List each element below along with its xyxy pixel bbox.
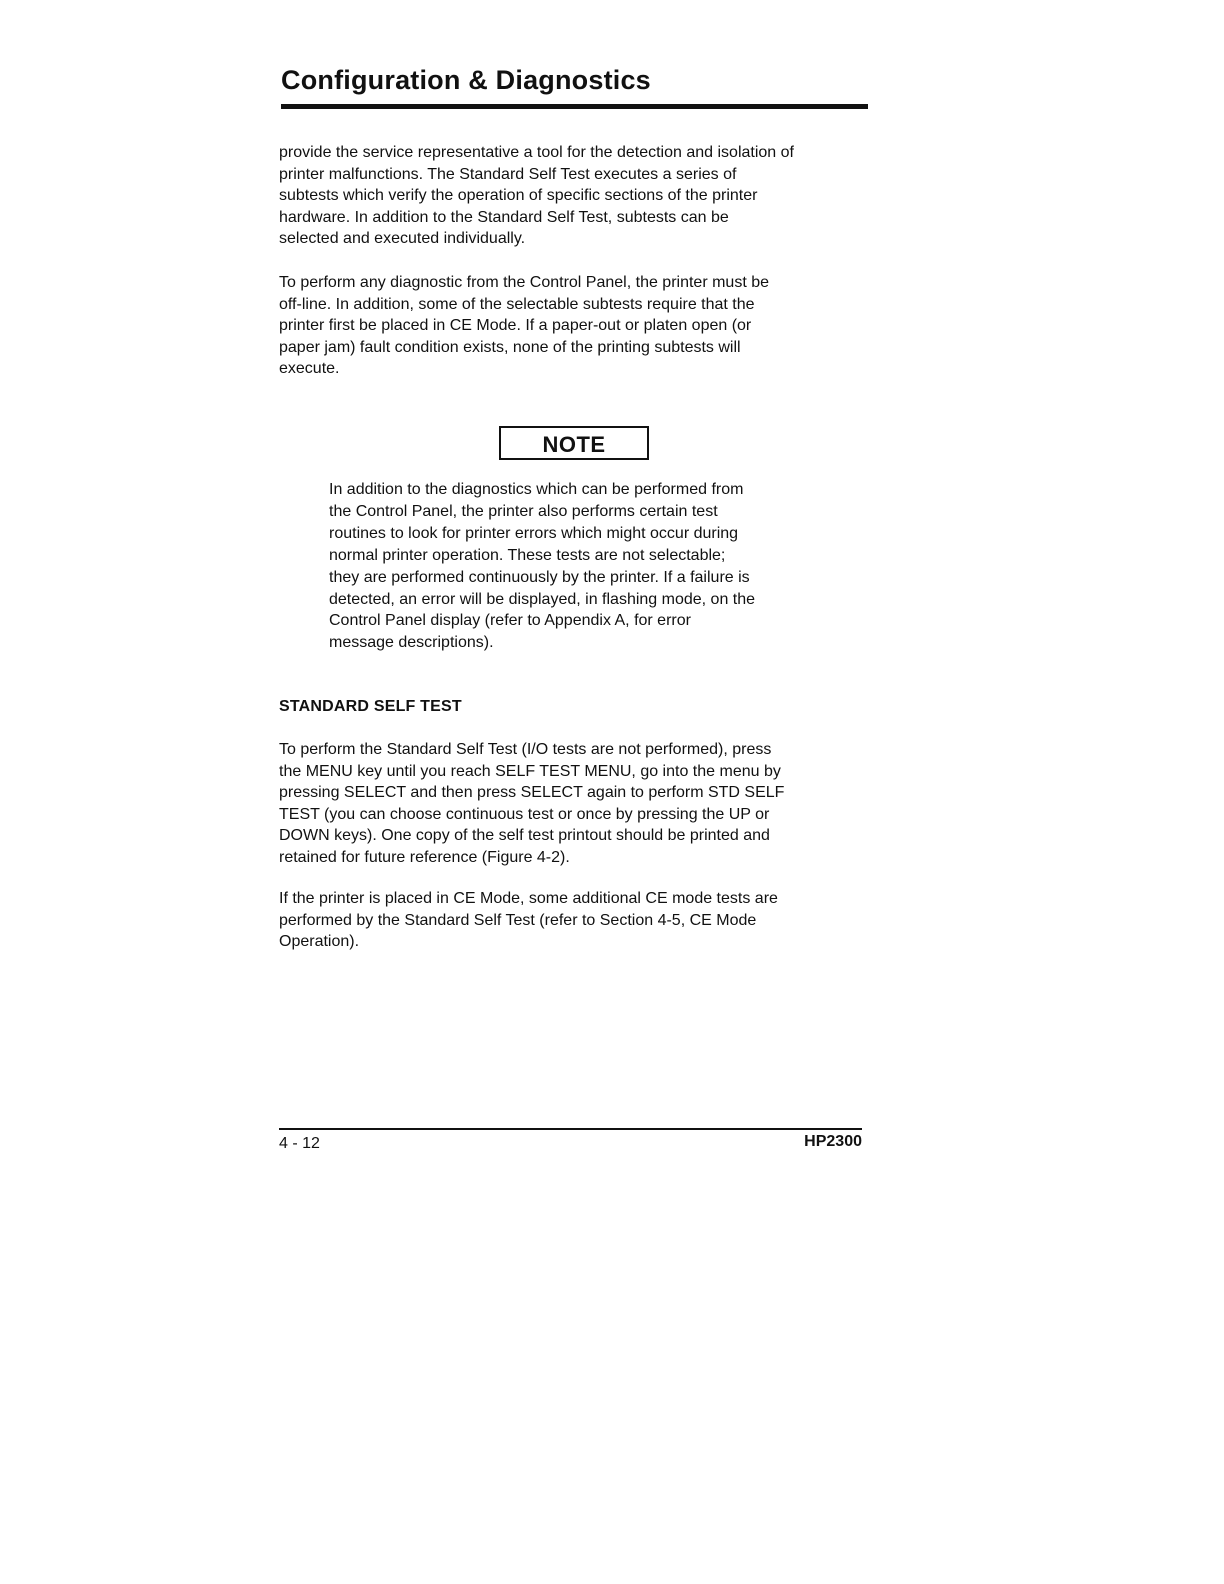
self-test-paragraph bbox=[279, 739, 879, 868]
paragraph-line: off-line. In addition, some of the selectable subtests require that the bbox=[279, 295, 755, 313]
paragraph-line: To perform the Standard Self Test (I/O tests are not performed), press bbox=[279, 741, 772, 758]
paragraph-line: performed by the Standard Self Test (refer to Section 4-5, CE Mode bbox=[279, 911, 757, 929]
note-text bbox=[329, 479, 849, 654]
paragraph-line: DOWN keys). One copy of the self test printout should be printed and bbox=[279, 827, 770, 844]
paragraph-line: selected and executed individually. bbox=[279, 230, 526, 247]
paragraph-line: To perform any diagnostic from the Control Panel, the printer must be bbox=[279, 274, 770, 291]
ce-mode-paragraph bbox=[279, 888, 879, 953]
paragraph-line: paper jam) fault condition exists, none of the printing subtests will bbox=[279, 338, 741, 356]
note-line: routines to look for printer errors which might occur during bbox=[329, 524, 739, 542]
model-name: HP2300 bbox=[804, 1133, 862, 1150]
intro-paragraph bbox=[279, 142, 879, 250]
paragraph-line: printer first be placed in CE Mode. If a paper-out or platen open (or bbox=[279, 317, 752, 334]
page-number: 4 - 12 bbox=[279, 1135, 320, 1152]
paragraph-line: If the printer is placed in CE Mode, some additional CE mode tests are bbox=[279, 890, 778, 907]
footer-rule bbox=[279, 1128, 862, 1130]
paragraph-line: subtests which verify the operation of specific sections of the printer bbox=[279, 187, 758, 204]
paragraph-line: hardware. In addition to the Standard Self Test, subtests can be bbox=[279, 208, 729, 226]
paragraph-line: TEST (you can choose continuous test or once by pressing the UP or bbox=[279, 805, 770, 823]
note-line: In addition to the diagnostics which can be performed from bbox=[329, 481, 744, 498]
page-title: Configuration & Diagnostics bbox=[281, 65, 651, 95]
control-panel-paragraph bbox=[279, 272, 879, 380]
page-header bbox=[281, 62, 868, 109]
note-line: the Control Panel, the printer also performs certain test bbox=[329, 502, 718, 520]
note-line: Control Panel display (refer to Appendix A, for error bbox=[329, 612, 691, 630]
section-heading: STANDARD SELF TEST bbox=[279, 698, 462, 715]
paragraph-line: execute. bbox=[279, 360, 340, 377]
paragraph-line: pressing SELECT and then press SELECT again to perform STD SELF bbox=[279, 784, 785, 801]
paragraph-line: printer malfunctions. The Standard Self Test executes a series of bbox=[279, 165, 737, 183]
header-rule bbox=[281, 104, 868, 109]
paragraph-line: retained for future reference (Figure 4-2). bbox=[279, 848, 570, 866]
paragraph-line: the MENU key until you reach SELF TEST MENU, go into the menu by bbox=[279, 762, 781, 780]
paragraph-line: provide the service representative a tool for the detection and isolation of bbox=[279, 144, 794, 161]
note-line: normal printer operation. These tests are not selectable; bbox=[329, 546, 726, 564]
note-line: message descriptions). bbox=[329, 634, 494, 652]
paragraph-line: Operation). bbox=[279, 933, 360, 950]
note-label-box: NOTE bbox=[499, 426, 649, 460]
note-line: detected, an error will be displayed, in flashing mode, on the bbox=[329, 590, 756, 608]
note-line: they are performed continuously by the printer. If a failure is bbox=[329, 568, 750, 586]
